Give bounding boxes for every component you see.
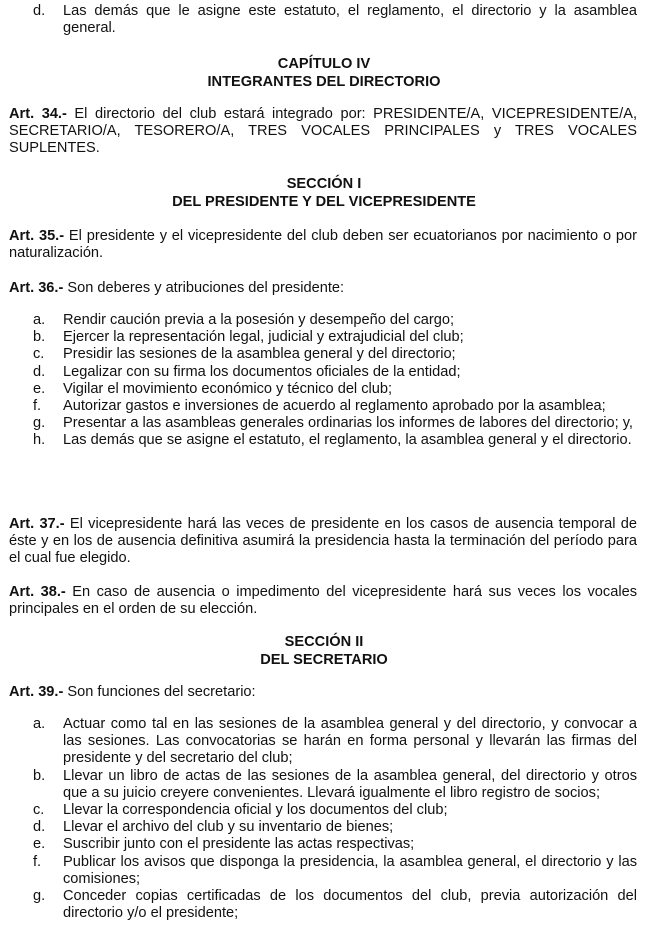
article-35 (9, 228, 637, 262)
article-39 (9, 684, 637, 701)
article-text: En caso de ausencia o impedimento del vicepresidente hará sus veces los vocales principales en el orden de su elección. (9, 584, 637, 618)
list-item-letter: b. (33, 767, 46, 784)
functions-list (9, 716, 637, 922)
list-item-letter: e. (33, 836, 46, 853)
article-label: Art. 38.- (9, 584, 66, 600)
article-label: Art. 37.- (9, 516, 65, 532)
article-34 (9, 106, 637, 158)
list-item-text: Suscribir junto con el presidente las actas respectivas; (63, 836, 415, 853)
section-1-heading (0, 176, 648, 211)
section-title: SECCIÓN II (284, 634, 364, 650)
list-item-letter: g. (33, 888, 46, 905)
list-item (9, 312, 637, 329)
section-subtitle: DEL SECRETARIO (260, 651, 388, 668)
chapter-subtitle: INTEGRANTES DEL DIRECTORIO (207, 73, 441, 90)
list-item-text: Ejercer la representación legal, judicial y extrajudicial del club; (63, 329, 464, 346)
list-item-letter: d. (33, 363, 46, 380)
list-item-letter: d. (33, 819, 46, 836)
list-item-letter: c. (33, 802, 45, 819)
list-item-text: Conceder copias certificadas de los documentos del club, previa autorización del directorio y/o el presidente; (63, 888, 637, 922)
section-title: SECCIÓN I (286, 176, 362, 192)
article-39-list (9, 716, 637, 922)
list-item (9, 802, 637, 819)
list-item (9, 346, 637, 363)
article-36-list (9, 312, 637, 450)
list-item-letter: c. (33, 346, 45, 363)
list-item-letter: g. (33, 415, 46, 432)
article-label: Art. 39.- (9, 684, 64, 700)
list-item-letter: a. (33, 716, 46, 732)
section-2-heading (0, 634, 648, 669)
list-item-text: Llevar el archivo del club y su inventario de bienes; (63, 819, 394, 836)
list-item (9, 329, 637, 346)
list-item-text: Presentar a las asambleas generales ordinarias los informes de labores del directorio; y, (63, 415, 633, 432)
section-subtitle: DEL PRESIDENTE Y DEL VICEPRESIDENTE (172, 193, 476, 210)
list-item (9, 836, 637, 853)
list-item (9, 3, 637, 37)
list-item-letter: e. (33, 380, 46, 397)
list-item-text: Autorizar gastos e inversiones de acuerdo al reglamento aprobado por la asamblea; (63, 398, 606, 415)
list-item-letter: d. (33, 3, 46, 19)
list-item-text: Las demás que le asigne este estatuto, el reglamento, el directorio y la asamblea general. (63, 3, 637, 37)
list-item-text: Presidir las sesiones de la asamblea general y del directorio; (63, 346, 456, 363)
list-item-text: Legalizar con su firma los documentos oficiales de la entidad; (63, 363, 461, 380)
list-item (9, 398, 637, 415)
article-37 (9, 516, 637, 568)
article-label: Art. 35.- (9, 228, 65, 244)
list-item-letter: h. (33, 432, 46, 449)
list-item (9, 888, 637, 922)
article-text: Son funciones del secretario: (63, 684, 256, 700)
list-item (9, 854, 637, 888)
list-item-text: Rendir caución previa a la posesión y desempeño del cargo; (63, 312, 455, 328)
article-text: El vicepresidente hará las veces de presidente en los casos de ausencia temporal de éste y en los de ausencia definitiva asumirá la presidencia hasta la terminación del período para el cual fue elegido. (9, 516, 637, 567)
article-36 (9, 280, 637, 297)
list-item (9, 415, 637, 432)
list-item-letter: f. (33, 398, 42, 415)
list-item-text: Las demás que se asigne el estatuto, el reglamento, la asamblea general y el directorio. (63, 432, 632, 449)
list-item (9, 819, 637, 836)
list-item-letter: a. (33, 312, 46, 328)
list-item (9, 381, 637, 398)
list-item-text: Vigilar el movimiento económico y técnico del club; (63, 380, 393, 397)
list-item-letter: b. (33, 329, 46, 346)
article-text: Son deberes y atribuciones del presidente: (63, 280, 345, 296)
article-label: Art. 34.- (9, 106, 67, 122)
duties-list (9, 312, 637, 450)
article-38 (9, 584, 637, 618)
previous-list (9, 3, 637, 37)
list-item-letter: f. (33, 853, 42, 870)
article-text: El presidente y el vicepresidente del club deben ser ecuatorianos por nacimiento o por naturalización. (9, 228, 637, 262)
article-text: El directorio del club estará integrado por: PRESIDENTE/A, VICEPRESIDENTE/A, SECRETARIO/A, TESORERO/A, TRES VOCALES PRINCIPALES y TRES VOCALES SUPLENTES. (9, 106, 638, 157)
previous-list-item (9, 3, 637, 37)
list-item-text: Llevar la correspondencia oficial y los documentos del club; (63, 802, 448, 819)
list-item (9, 432, 637, 449)
chapter-title: CAPÍTULO IV (277, 56, 371, 72)
list-item-text: Llevar un libro de actas de las sesiones de la asamblea general, del directorio y otros que a su juicio creyere convenientes. Llevará igualmente el libro registro de socios; (63, 767, 637, 801)
list-item-text: Publicar los avisos que disponga la presidencia, la asamblea general, el directorio y las comisiones; (63, 853, 637, 887)
list-item (9, 768, 637, 802)
list-item-text: Actuar como tal en las sesiones de la asamblea general y del directorio, y convocar a las sesiones. Las convocatorias se harán en forma personal y llevarán las firmas del presidente y del secretario del club; (63, 716, 637, 767)
list-item (9, 364, 637, 381)
chapter-heading (0, 56, 648, 91)
list-item (9, 716, 637, 768)
article-label: Art. 36.- (9, 280, 64, 296)
